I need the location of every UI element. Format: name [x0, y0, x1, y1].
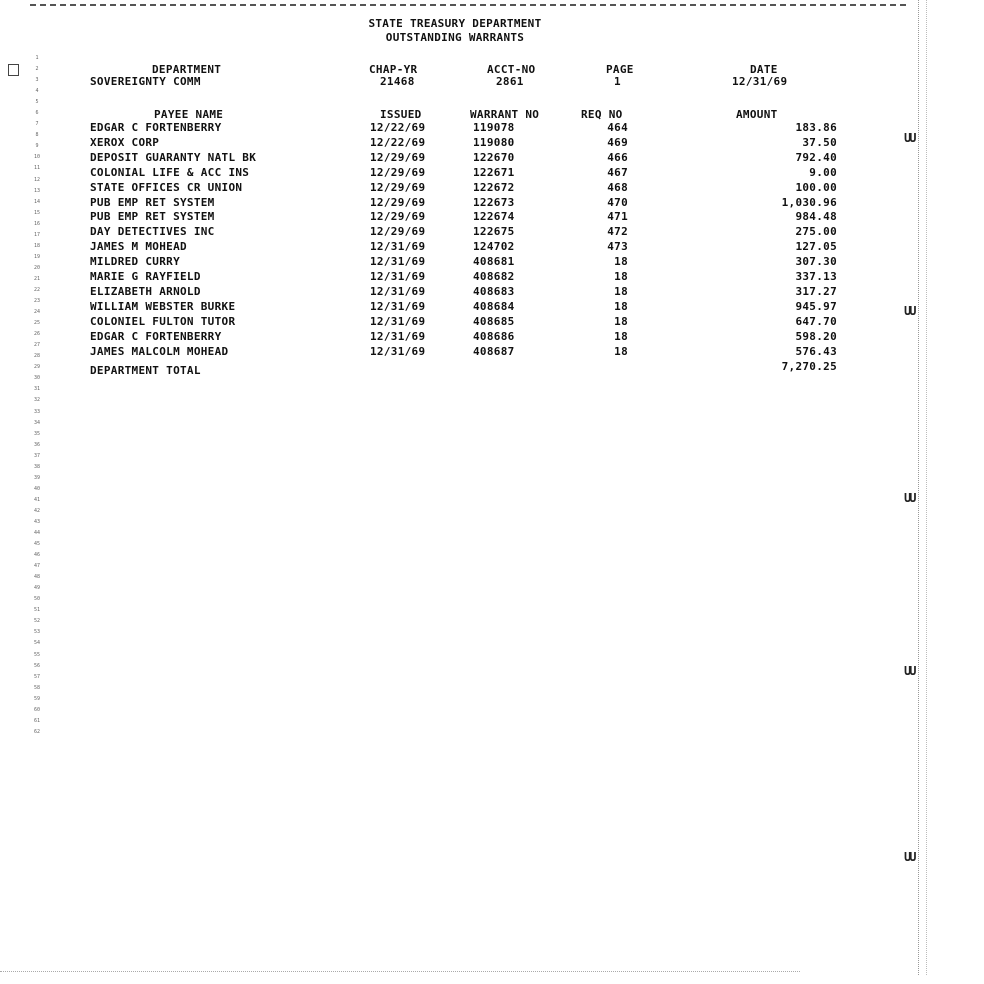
line-number: 50: [33, 596, 41, 603]
line-number: 24: [33, 309, 41, 316]
line-number: 8: [35, 132, 39, 139]
line-number: 10: [33, 154, 41, 161]
line-number: 15: [33, 209, 41, 216]
department-total-amount: 7,270.25: [781, 360, 837, 373]
warrant-number-cell: 119080: [473, 135, 515, 149]
line-number: 61: [33, 717, 41, 724]
line-number: 47: [33, 563, 41, 570]
table-row: [0, 240, 900, 254]
line-number: 54: [33, 640, 41, 647]
warrant-number-cell: 408681: [473, 255, 515, 269]
line-number: 26: [33, 331, 41, 338]
req-number-cell: 18: [614, 329, 628, 343]
line-number: 42: [33, 507, 41, 514]
acct-no-label: ACCT-NO: [487, 63, 536, 76]
column-header-amount: AMOUNT: [736, 108, 778, 121]
column-header-warrant: WARRANT NO: [470, 108, 540, 121]
tractor-hole-mark: UU: [904, 664, 915, 678]
department-value: SOVEREIGNTY COMM: [90, 75, 201, 88]
payee-name-cell: JAMES MALCOLM MOHEAD: [90, 344, 229, 358]
amount-cell: 37.50: [802, 135, 837, 149]
table-row: [0, 166, 900, 177]
warrant-number-cell: 408682: [473, 270, 515, 283]
table-row: [0, 285, 900, 296]
req-number-cell: 466: [607, 150, 628, 164]
line-number: 23: [33, 298, 41, 305]
amount-cell: 576.43: [795, 344, 837, 358]
right-perforation: [918, 0, 919, 975]
warrant-number-cell: 122672: [473, 180, 515, 194]
table-row: [0, 315, 900, 326]
line-number: 40: [33, 485, 41, 492]
table-row: [0, 300, 900, 311]
line-number: 11: [33, 165, 41, 172]
line-number: 21: [33, 275, 41, 282]
line-number: 4: [35, 88, 39, 95]
line-number: 45: [33, 541, 41, 548]
warrant-number-cell: 408684: [473, 299, 515, 313]
table-row: [0, 330, 900, 341]
amount-cell: 647.70: [795, 314, 837, 328]
table-row: [0, 196, 900, 207]
report-subtitle: OUTSTANDING WARRANTS: [385, 31, 525, 44]
req-number-cell: 18: [614, 255, 628, 269]
page-label: PAGE: [606, 63, 634, 76]
line-number: 18: [33, 242, 41, 249]
tractor-hole-mark: UU: [904, 304, 915, 318]
column-header-req: REQ NO: [581, 108, 623, 121]
line-number: 5: [35, 99, 39, 106]
line-number: 59: [33, 695, 41, 702]
line-number: 37: [33, 452, 41, 459]
line-number: 25: [33, 320, 41, 327]
amount-cell: 9.00: [809, 165, 837, 179]
req-number-cell: 468: [607, 180, 628, 194]
line-number: 31: [33, 386, 41, 393]
line-number: 30: [33, 375, 41, 382]
line-number: 57: [33, 673, 41, 680]
line-number: 38: [33, 463, 41, 470]
line-number: 13: [33, 187, 41, 194]
department-label: DEPARTMENT: [152, 63, 222, 76]
warrant-number-cell: 119078: [473, 121, 515, 134]
payee-name-cell: EDGAR C FORTENBERRY: [90, 121, 222, 134]
payee-name-cell: DEPOSIT GUARANTY NATL BK: [90, 150, 257, 164]
chap-yr-value: 21468: [380, 75, 415, 88]
line-number: 58: [33, 684, 41, 691]
payee-name-cell: JAMES M MOHEAD: [90, 240, 187, 254]
issued-date-cell: 12/29/69: [370, 225, 426, 239]
req-number-cell: 470: [607, 195, 628, 209]
issued-date-cell: 12/29/69: [370, 195, 426, 209]
amount-cell: 317.27: [795, 284, 837, 298]
table-row: [0, 345, 900, 356]
warrant-number-cell: 408687: [473, 344, 515, 358]
amount-cell: 984.48: [795, 210, 837, 224]
warrant-number-cell: 122673: [473, 195, 515, 209]
line-number: 35: [33, 430, 41, 437]
line-number: 52: [33, 618, 41, 625]
line-number: 60: [33, 706, 41, 713]
warrant-number-cell: 124702: [473, 240, 515, 254]
amount-cell: 945.97: [795, 299, 837, 313]
req-number-cell: 18: [614, 314, 628, 328]
amount-cell: 275.00: [795, 225, 837, 239]
payee-name-cell: WILLIAM WEBSTER BURKE: [90, 299, 236, 313]
amount-cell: 1,030.96: [781, 195, 837, 209]
table-row: [0, 151, 900, 162]
line-number: 62: [33, 728, 41, 735]
tractor-hole-mark: UU: [904, 131, 915, 145]
warrant-number-cell: 122671: [473, 165, 515, 179]
acct-no-value: 2861: [496, 75, 524, 88]
line-number: 48: [33, 574, 41, 581]
line-number: 12: [33, 176, 41, 183]
amount-cell: 337.13: [795, 270, 837, 283]
tractor-hole-mark: UU: [904, 850, 915, 864]
req-number-cell: 471: [607, 210, 628, 224]
issued-date-cell: 12/22/69: [370, 121, 426, 134]
line-number: 6: [35, 110, 39, 117]
line-number: 51: [33, 607, 41, 614]
column-header-issued: ISSUED: [380, 108, 422, 121]
top-perforation: [30, 4, 906, 6]
line-number: 22: [33, 286, 41, 293]
line-number: 7: [35, 121, 39, 128]
table-row: [0, 225, 900, 239]
line-number: 9: [35, 143, 39, 150]
warrant-number-cell: 122675: [473, 225, 515, 239]
issued-date-cell: 12/29/69: [370, 210, 426, 224]
issued-date-cell: 12/31/69: [370, 255, 426, 269]
warrant-number-cell: 408683: [473, 284, 515, 298]
payee-name-cell: PUB EMP RET SYSTEM: [90, 195, 215, 209]
issued-date-cell: 12/31/69: [370, 299, 426, 313]
req-number-cell: 18: [614, 284, 628, 298]
table-row: [0, 270, 900, 281]
date-value: 12/31/69: [732, 75, 788, 88]
report-title: STATE TREASURY DEPARTMENT: [368, 17, 542, 30]
amount-cell: 127.05: [795, 240, 837, 254]
issued-date-cell: 12/29/69: [370, 150, 426, 164]
chap-yr-label: CHAP-YR: [369, 63, 418, 76]
page-value: 1: [614, 75, 621, 88]
line-number: 3: [35, 77, 39, 84]
issued-date-cell: 12/31/69: [370, 314, 426, 328]
line-number: 29: [33, 364, 41, 371]
table-row: [0, 121, 900, 132]
req-number-cell: 469: [607, 135, 628, 149]
req-number-cell: 464: [607, 121, 628, 134]
payee-name-cell: EDGAR C FORTENBERRY: [90, 329, 222, 343]
amount-cell: 183.86: [795, 121, 837, 134]
line-number: 34: [33, 419, 41, 426]
issued-date-cell: 12/31/69: [370, 329, 426, 343]
req-number-cell: 472: [607, 225, 628, 239]
line-number: 27: [33, 342, 41, 349]
bottom-perforation: [0, 971, 800, 972]
issued-date-cell: 12/31/69: [370, 344, 426, 358]
payee-name-cell: PUB EMP RET SYSTEM: [90, 210, 215, 224]
payee-name-cell: ELIZABETH ARNOLD: [90, 284, 201, 298]
amount-cell: 792.40: [795, 150, 837, 164]
tractor-hole-mark: UU: [904, 491, 915, 505]
line-number: 20: [33, 264, 41, 271]
req-number-cell: 18: [614, 270, 628, 283]
line-number: 17: [33, 231, 41, 238]
line-number: 46: [33, 552, 41, 559]
issued-date-cell: 12/29/69: [370, 180, 426, 194]
line-number: 36: [33, 441, 41, 448]
warrant-number-cell: 122674: [473, 210, 515, 224]
req-number-cell: 473: [607, 240, 628, 254]
line-number: 55: [33, 651, 41, 658]
column-header-payee: PAYEE NAME: [154, 108, 224, 121]
table-row: [0, 136, 900, 147]
line-number: 41: [33, 496, 41, 503]
warrant-number-cell: 408685: [473, 314, 515, 328]
line-number: 44: [33, 530, 41, 537]
req-number-cell: 18: [614, 344, 628, 358]
line-number: 32: [33, 397, 41, 404]
req-number-cell: 18: [614, 299, 628, 313]
line-number: 53: [33, 629, 41, 636]
amount-cell: 307.30: [795, 255, 837, 269]
payee-name-cell: DAY DETECTIVES INC: [90, 225, 215, 239]
line-number: 19: [33, 253, 41, 260]
line-number: 43: [33, 518, 41, 525]
issued-date-cell: 12/31/69: [370, 284, 426, 298]
amount-cell: 598.20: [795, 329, 837, 343]
payee-name-cell: MILDRED CURRY: [90, 255, 180, 269]
issued-date-cell: 12/22/69: [370, 135, 426, 149]
issued-date-cell: 12/29/69: [370, 165, 426, 179]
line-number: 16: [33, 220, 41, 227]
line-number: 49: [33, 585, 41, 592]
line-number: 1: [35, 55, 39, 61]
payee-name-cell: COLONIAL LIFE & ACC INS: [90, 165, 250, 179]
warrant-number-cell: 122670: [473, 150, 515, 164]
payee-name-cell: XEROX CORP: [90, 135, 160, 149]
payee-name-cell: STATE OFFICES CR UNION: [90, 180, 243, 194]
line-number: 2: [35, 66, 39, 73]
right-perforation-outer: [926, 0, 927, 975]
warrant-number-cell: 408686: [473, 329, 515, 343]
issued-date-cell: 12/31/69: [370, 270, 426, 283]
date-label: DATE: [750, 63, 778, 76]
line-number: 14: [33, 198, 41, 205]
table-row: [0, 181, 900, 192]
amount-cell: 100.00: [795, 180, 837, 194]
line-number: 33: [33, 408, 41, 415]
margin-checkbox-icon: [8, 64, 19, 76]
payee-name-cell: MARIE G RAYFIELD: [90, 270, 201, 283]
payee-name-cell: COLONIEL FULTON TUTOR: [90, 314, 236, 328]
line-number: 28: [33, 353, 41, 360]
req-number-cell: 467: [607, 165, 628, 179]
department-total-label: DEPARTMENT TOTAL: [90, 364, 201, 377]
issued-date-cell: 12/31/69: [370, 240, 426, 254]
line-number: 39: [33, 474, 41, 481]
line-number: 56: [33, 662, 41, 669]
